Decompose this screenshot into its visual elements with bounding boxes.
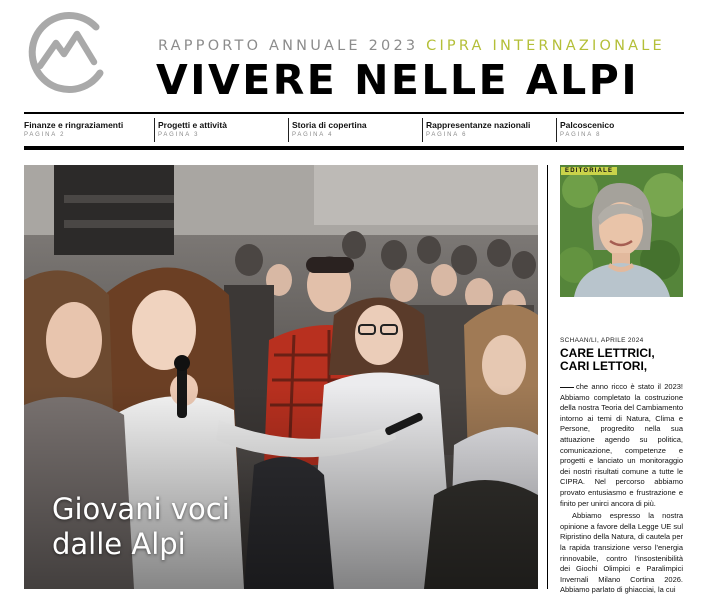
editorial-title [560, 347, 655, 373]
nav-item-page: PAGINA 8 [560, 132, 602, 138]
editorial-title-line: CARE LETTRICI, [560, 346, 655, 360]
editorial-paragraph [560, 511, 683, 596]
nav-divider [556, 118, 557, 142]
section-nav [24, 116, 684, 146]
editorial-dateline: SCHAAN/LI, APRILE 2024 [560, 337, 644, 344]
nav-item-progetti[interactable] [158, 116, 227, 146]
editorial-paragraph-text: Abbiamo espresso la nostra opinione a favore della Legge UE sul Ripristino della Natura, di cautela per la rapida transizione verso l'energia rinnovabile, contro l'insostenibilità dei Giochi Olimpici e Paralimpici Invernali Milano Cortina 2026. Abbiamo parlato di ghiacciai, la cui [560, 511, 683, 595]
editorial-paragraph-text: che anno ricco è stato il 2023! Abbiamo completato la costruzione della nostra Teoria del Cambiamento intorno ai temi di Natura, Clima e Persone, progredito nella sua attuazione agendo su politica, comunicazione, competenze e progetti e lanciato un monitoraggio dei nostri risultati comune a tutte le CIPRA. Nel percorso abbiamo provato entusiasmo e frustrazione e finito per unirci ancora di più. [560, 382, 683, 508]
cipra-logo-icon [24, 10, 114, 100]
nav-item-title: Finanze e ringraziamenti [24, 120, 124, 130]
nav-item-finanze[interactable] [24, 116, 123, 146]
nav-item-page: PAGINA 2 [24, 132, 66, 138]
nav-item-title: Storia di copertina [292, 120, 367, 130]
nav-item-page: PAGINA 3 [158, 132, 200, 138]
nav-item-rappresentanze[interactable] [426, 116, 530, 146]
editorial-portrait-illustration [560, 165, 683, 297]
editorial-body [560, 382, 683, 598]
nav-item-title: Palcoscenico [560, 120, 615, 130]
kicker-annual-report: RAPPORTO ANNUALE 2023 [158, 38, 419, 54]
column-divider [547, 165, 548, 589]
editorial-badge: EDITORIALE [561, 167, 617, 175]
nav-rule [24, 146, 684, 150]
kicker-organization: CIPRA INTERNAZIONALE [426, 38, 665, 54]
nav-divider [422, 118, 423, 142]
lead-rule [560, 387, 574, 388]
editorial-paragraph [560, 382, 683, 509]
cover-headline-line: Giovani voci [52, 492, 230, 526]
cover-headline [52, 492, 230, 562]
report-kicker [158, 38, 665, 54]
nav-item-page: PAGINA 6 [426, 132, 468, 138]
nav-item-storia[interactable] [292, 116, 367, 146]
header-rule [24, 112, 684, 114]
nav-item-title: Progetti e attività [158, 120, 227, 130]
nav-divider [288, 118, 289, 142]
nav-item-palcoscenico[interactable] [560, 116, 614, 146]
cover-photo [24, 165, 538, 589]
editorial-portrait [560, 165, 683, 297]
nav-item-title: Rappresentanze nazionali [426, 120, 531, 130]
editorial-title-line: CARI LETTORI, [560, 359, 648, 373]
nav-item-page: PAGINA 4 [292, 132, 334, 138]
cover-headline-line: dalle Alpi [52, 527, 186, 561]
nav-divider [154, 118, 155, 142]
masthead-title: VIVERE NELLE ALPI [156, 56, 640, 104]
